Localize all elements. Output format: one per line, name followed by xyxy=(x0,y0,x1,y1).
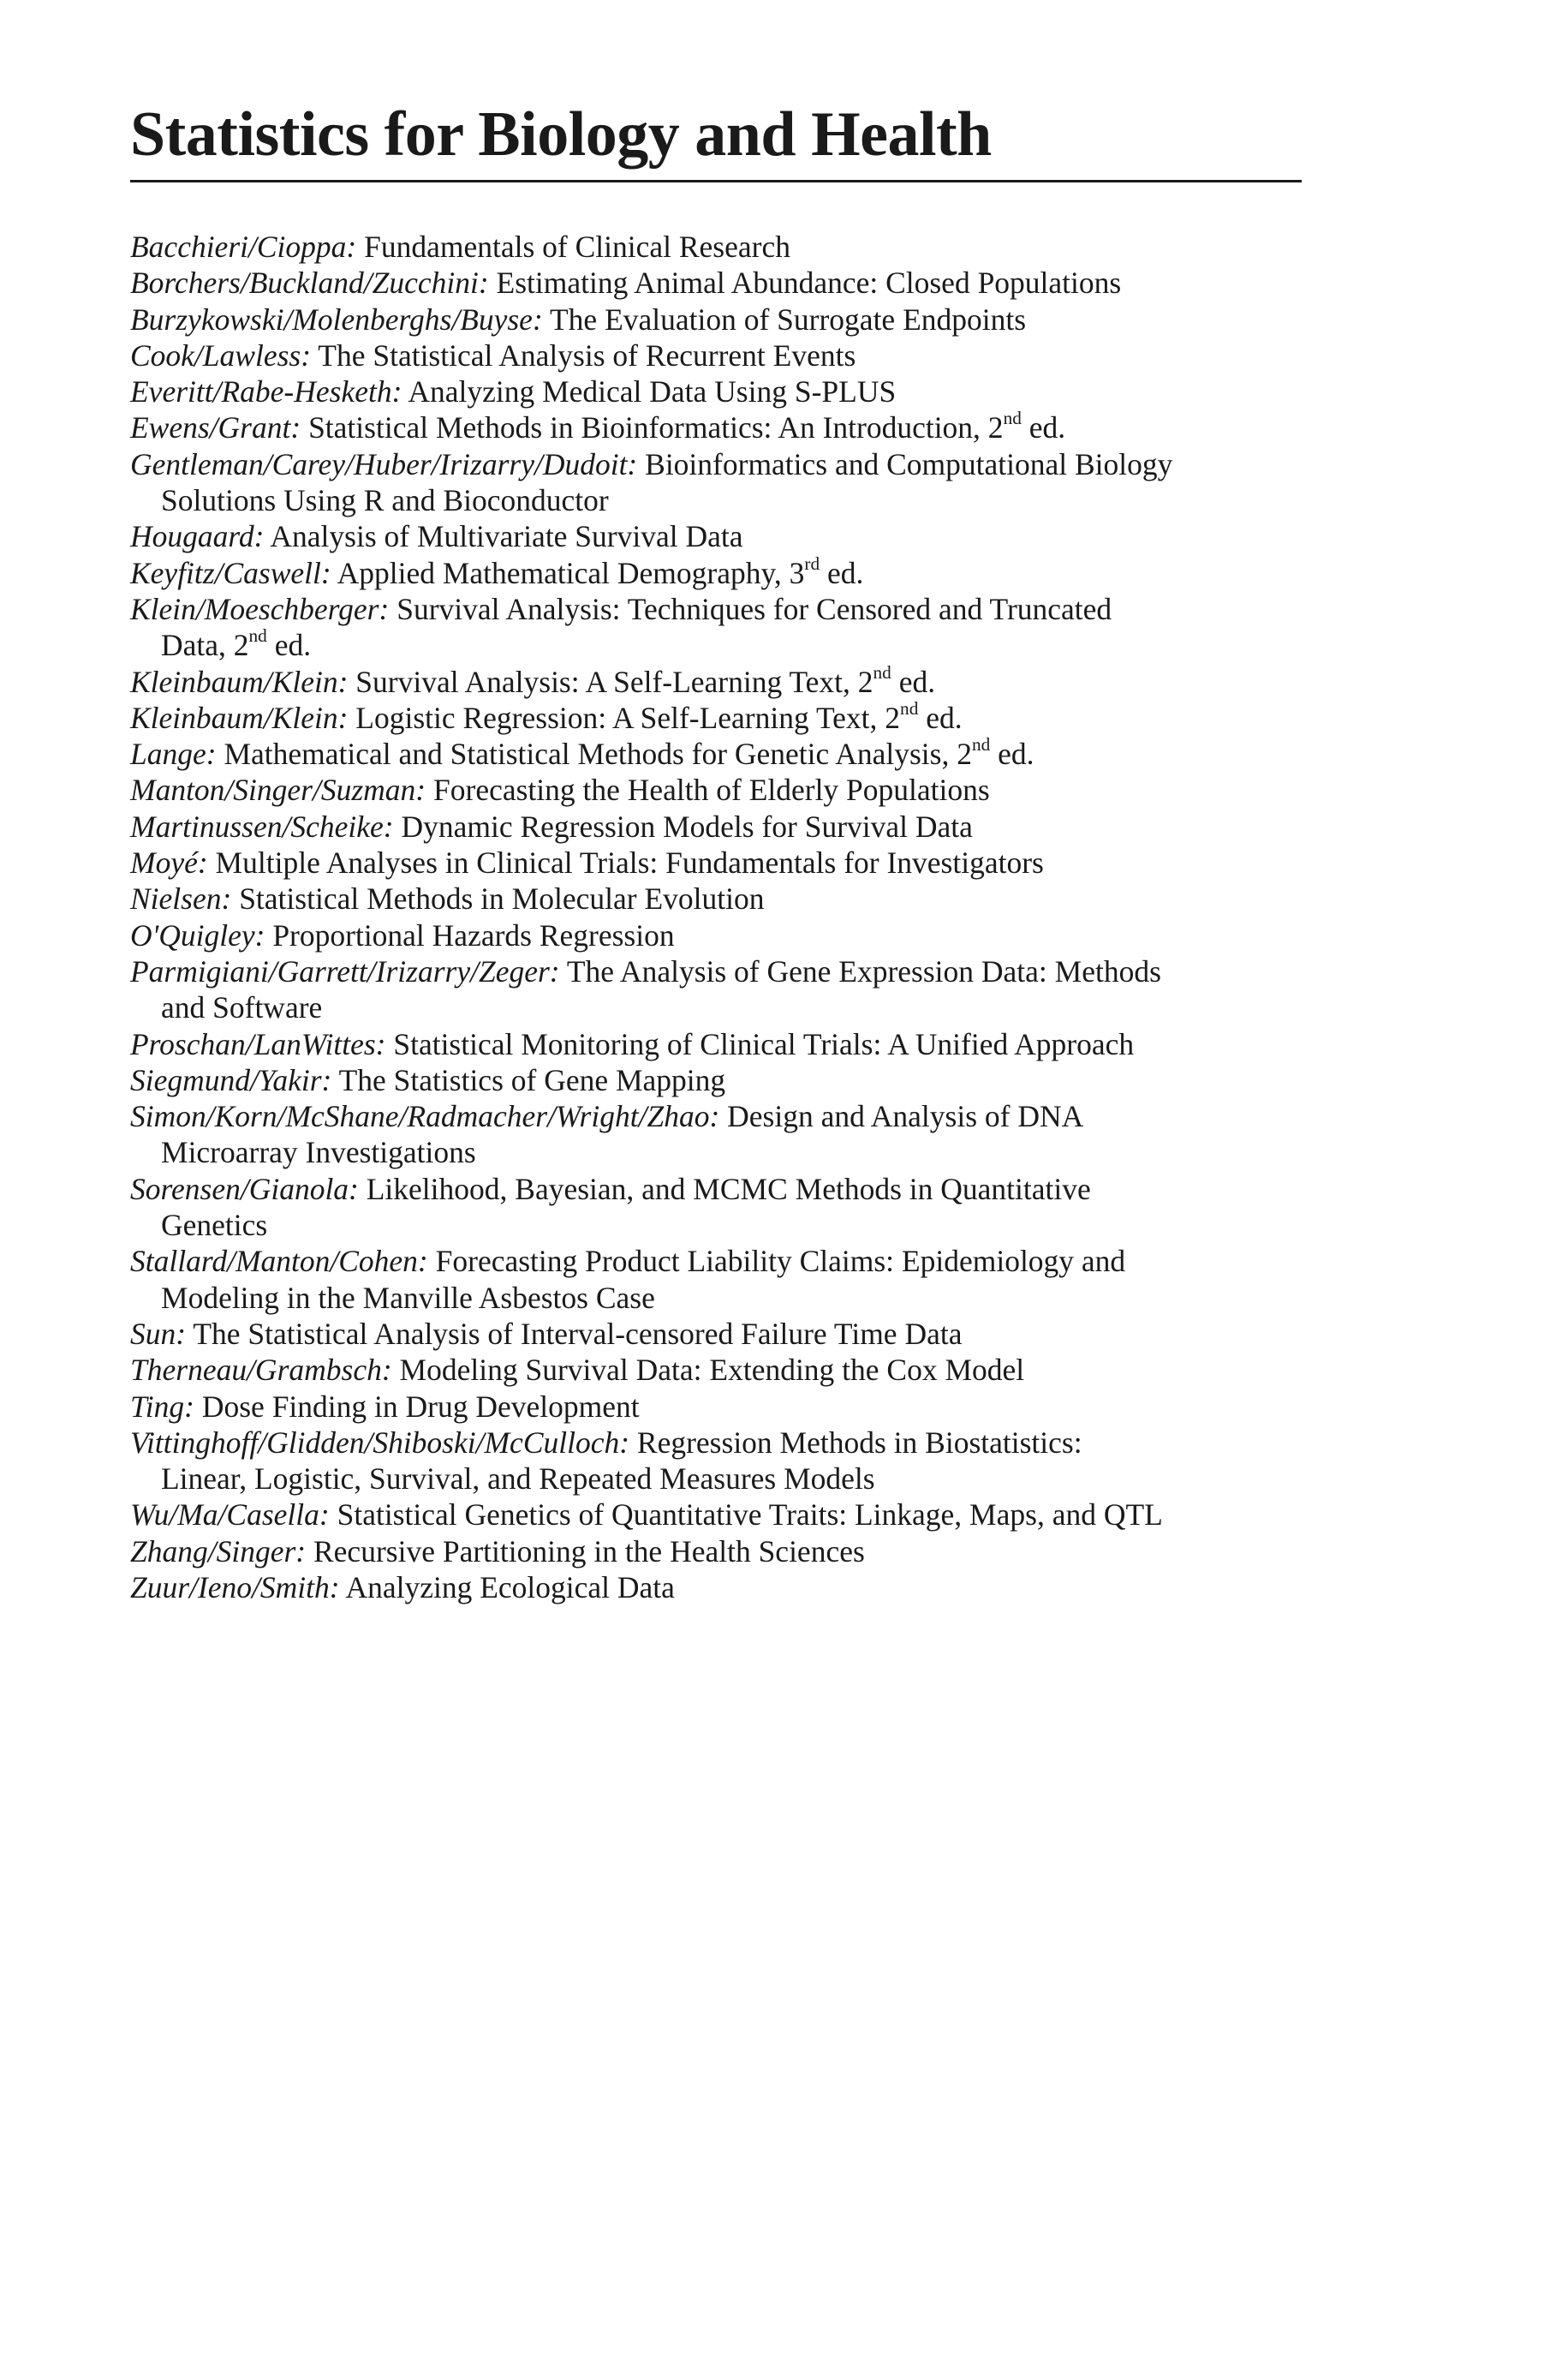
entry-title: Modeling Survival Data: Extending the Cox Model xyxy=(399,1353,1025,1388)
edition-superscript: nd xyxy=(971,734,991,756)
entry-title: Statistical Genetics of Quantitative Traits: Linkage, Maps, and QTL xyxy=(337,1497,1163,1533)
entry-title: Mathematical and Statistical Methods for Genetic Analysis, 2 xyxy=(224,737,972,772)
list-item xyxy=(130,1316,1312,1352)
list-item xyxy=(130,338,1312,373)
list-item xyxy=(130,1098,1312,1171)
list-item xyxy=(130,809,1312,845)
entry-title: Survival Analysis: A Self-Learning Text, 2 xyxy=(355,664,873,699)
list-item xyxy=(130,772,1312,808)
entry-authors: Ewens/Grant: xyxy=(130,410,301,445)
entry-title: Dynamic Regression Models for Survival Data xyxy=(401,809,973,844)
entry-title: Bioinformatics and Computational Biology xyxy=(645,446,1173,481)
list-item xyxy=(130,229,1312,265)
entry-authors: Manton/Singer/Suzman: xyxy=(130,773,426,808)
list-item xyxy=(130,1243,1312,1316)
entry-authors: Simon/Korn/McShane/Radmacher/Wright/Zhao: xyxy=(130,1099,720,1134)
entry-title: Multiple Analyses in Clinical Trials: Fundamentals for Investigators xyxy=(215,845,1044,881)
entry-title-continued: Genetics xyxy=(161,1208,268,1243)
entry-title: Applied Mathematical Demography, 3 xyxy=(337,555,805,590)
entry-title-continued: Microarray Investigations xyxy=(161,1135,476,1170)
entry-title: Dose Finding in Drug Development xyxy=(201,1389,640,1424)
list-item xyxy=(130,1389,1312,1425)
list-item xyxy=(130,265,1312,301)
entry-title: Logistic Regression: A Self-Learning Text, 2 xyxy=(355,700,901,735)
title-rule xyxy=(130,180,1302,182)
entry-title-continued: and Software xyxy=(161,990,323,1025)
entry-title: Analyzing Medical Data Using S-PLUS xyxy=(408,374,897,409)
entry-authors: Gentleman/Carey/Huber/Irizarry/Dudoit: xyxy=(130,446,638,481)
entry-title: Forecasting Product Liability Claims: Epidemiology and xyxy=(435,1244,1126,1279)
entry-authors: O'Quigley: xyxy=(130,917,265,953)
entry-authors: Zhang/Singer: xyxy=(130,1533,307,1568)
list-item xyxy=(130,302,1312,338)
entry-authors: Everitt/Rabe-Hesketh: xyxy=(130,374,402,409)
entry-authors: Klein/Moeschberger: xyxy=(130,591,390,626)
entry-authors: Proschan/LanWittes: xyxy=(130,1026,386,1061)
entry-authors: Kleinbaum/Klein: xyxy=(130,700,349,735)
edition-superscript: rd xyxy=(804,553,820,574)
list-item xyxy=(130,1062,1312,1098)
entry-title: Estimating Animal Abundance: Closed Populations xyxy=(496,266,1122,301)
entry-title: The Statistical Analysis of Interval-censored Failure Time Data xyxy=(193,1316,963,1351)
entry-title: Likelihood, Bayesian, and MCMC Methods in Quantitative xyxy=(366,1171,1091,1206)
list-item xyxy=(130,736,1312,772)
list-item xyxy=(130,1569,1312,1605)
entry-title: Statistical Methods in Molecular Evolution xyxy=(239,881,765,917)
entry-title: Statistical Monitoring of Clinical Trials: A Unified Approach xyxy=(393,1026,1135,1061)
entry-title: Fundamentals of Clinical Research xyxy=(364,230,790,264)
edition-superscript: nd xyxy=(873,661,891,683)
entry-title-continued: Linear, Logistic, Survival, and Repeated Measures Models xyxy=(161,1461,875,1497)
entry-title: The Statistics of Gene Mapping xyxy=(338,1062,726,1097)
edition-superscript: nd xyxy=(900,697,919,719)
entry-authors: Borchers/Buckland/Zucchini: xyxy=(130,266,489,301)
entry-authors: Nielsen: xyxy=(130,881,232,917)
entry-authors: Martinussen/Scheike: xyxy=(130,809,394,844)
entry-authors: Parmigiani/Garrett/Irizarry/Zeger: xyxy=(130,953,560,989)
list-item xyxy=(130,446,1312,519)
list-item xyxy=(130,1171,1312,1244)
entry-authors: Bacchieri/Cioppa: xyxy=(130,230,357,264)
list-item xyxy=(130,1533,1312,1569)
entry-title: Proportional Hazards Regression xyxy=(272,917,675,953)
edition-suffix: ed. xyxy=(918,700,963,735)
page-title: Statistics for Biology and Health xyxy=(130,99,992,170)
list-item xyxy=(130,591,1312,664)
list-item xyxy=(130,953,1312,1026)
entry-authors: Kleinbaum/Klein: xyxy=(130,664,349,699)
edition-suffix: ed. xyxy=(891,664,936,699)
entry-title-continued: Data, 2 xyxy=(161,628,249,663)
list-item xyxy=(130,1352,1312,1388)
entry-authors: Ting: xyxy=(130,1389,194,1424)
list-item xyxy=(130,409,1312,445)
entry-authors: Moyé: xyxy=(130,845,208,881)
entry-title: The Analysis of Gene Expression Data: Methods xyxy=(566,953,1161,989)
entry-authors: Siegmund/Yakir: xyxy=(130,1062,332,1097)
entry-title: The Evaluation of Surrogate Endpoints xyxy=(550,302,1027,337)
edition-superscript: nd xyxy=(248,625,267,647)
list-item xyxy=(130,845,1312,881)
list-item xyxy=(130,697,1312,736)
entry-title: Analysis of Multivariate Survival Data xyxy=(270,519,743,554)
edition-suffix: ed. xyxy=(1021,410,1066,445)
entry-title-continued: Solutions Using R and Bioconductor xyxy=(161,483,609,518)
edition-superscript: nd xyxy=(1003,408,1022,429)
list-item xyxy=(130,661,1312,700)
entry-title: Forecasting the Health of Elderly Populations xyxy=(433,773,990,808)
entry-title-continued: Modeling in the Manville Asbestos Case xyxy=(161,1280,655,1315)
list-item xyxy=(130,373,1312,409)
edition-suffix: ed. xyxy=(266,628,312,663)
entry-authors: Keyfitz/Caswell: xyxy=(130,555,331,590)
entry-authors: Burzykowski/Molenberghs/Buyse: xyxy=(130,302,543,337)
entry-title: Survival Analysis: Techniques for Censored and Truncated xyxy=(396,591,1112,626)
list-item xyxy=(130,917,1312,953)
entry-authors: Zuur/Ieno/Smith: xyxy=(130,1569,340,1604)
entry-authors: Therneau/Grambsch: xyxy=(130,1353,392,1388)
entry-title: Regression Methods in Biostatistics: xyxy=(636,1425,1082,1460)
entry-authors: Sun: xyxy=(130,1316,187,1351)
entry-authors: Lange: xyxy=(130,737,217,772)
list-item xyxy=(130,1425,1312,1497)
entry-title: Recursive Partitioning in the Health Sciences xyxy=(313,1533,865,1568)
list-item xyxy=(130,518,1312,554)
book-list xyxy=(130,229,1312,1605)
edition-suffix: ed. xyxy=(820,555,864,590)
entry-authors: Sorensen/Gianola: xyxy=(130,1171,359,1206)
entry-title: Analyzing Ecological Data xyxy=(345,1569,675,1604)
entry-authors: Vittinghoff/Glidden/Shiboski/McCulloch: xyxy=(130,1425,630,1460)
edition-suffix: ed. xyxy=(990,737,1034,772)
entry-title: Design and Analysis of DNA xyxy=(727,1099,1084,1134)
list-item xyxy=(130,555,1312,591)
entry-authors: Hougaard: xyxy=(130,519,265,554)
series-page xyxy=(130,99,1312,1605)
entry-title: The Statistical Analysis of Recurrent Events xyxy=(318,338,856,373)
list-item xyxy=(130,1026,1312,1062)
entry-authors: Stallard/Manton/Cohen: xyxy=(130,1244,428,1279)
entry-authors: Cook/Lawless: xyxy=(130,338,312,373)
entry-title: Statistical Methods in Bioinformatics: An Introduction, 2 xyxy=(308,410,1004,445)
entry-authors: Wu/Ma/Casella: xyxy=(130,1497,330,1533)
list-item xyxy=(130,1497,1312,1533)
list-item xyxy=(130,881,1312,917)
